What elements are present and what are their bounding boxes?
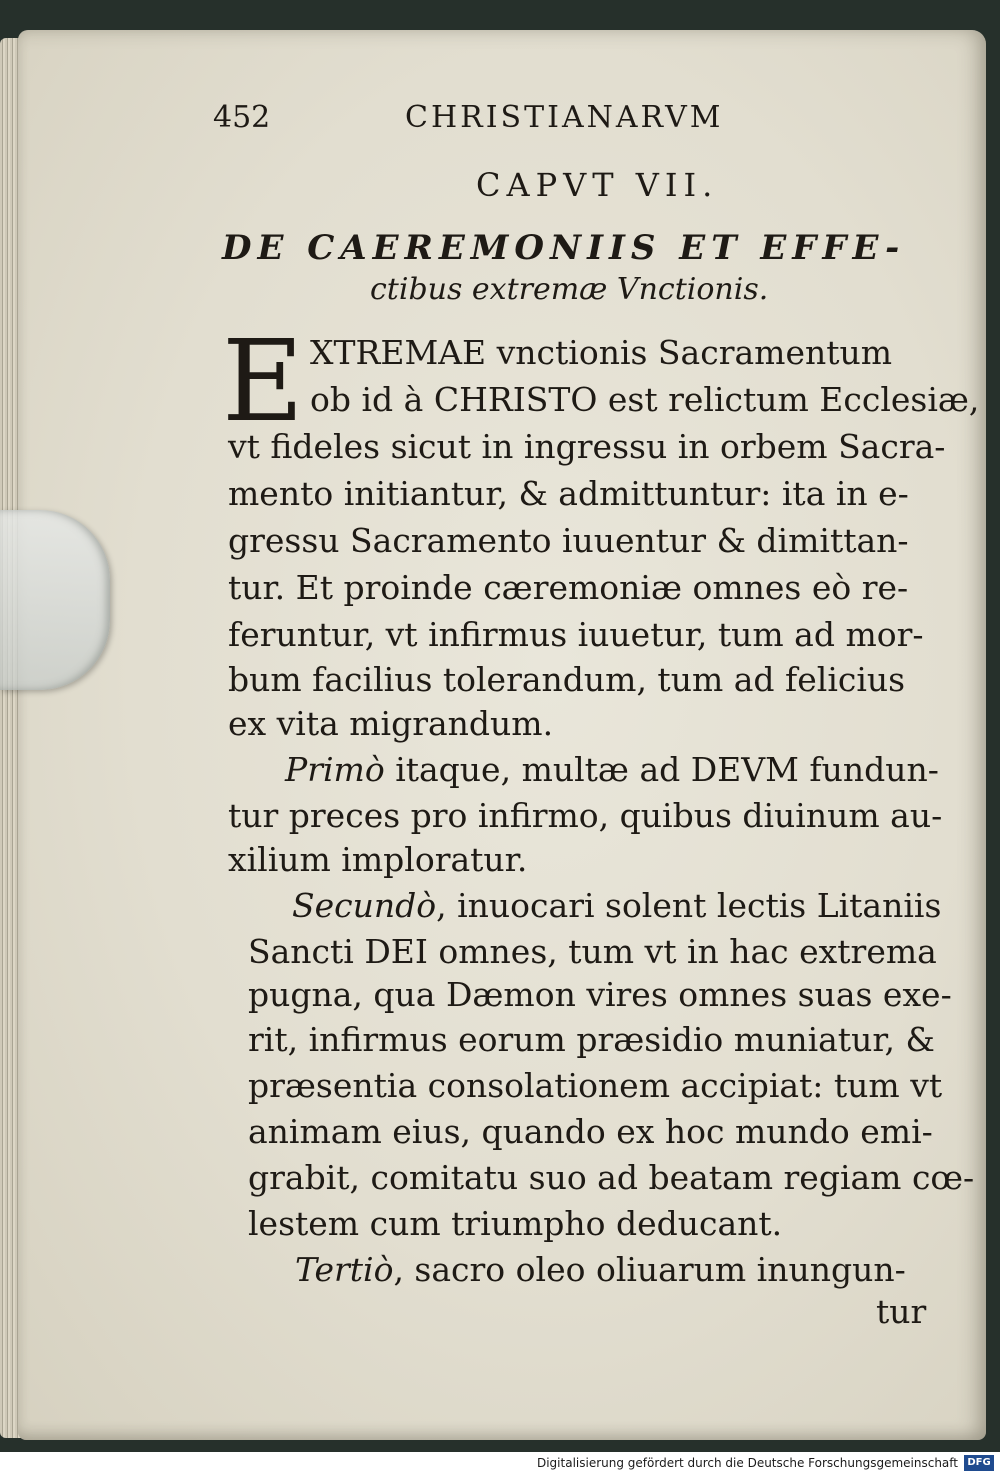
text-line: mento initiantur, & admittuntur: ita in e- — [228, 474, 909, 513]
chapter-heading: CAPVT VII. — [476, 166, 719, 204]
dfg-logo: DFG — [964, 1455, 994, 1471]
text-line: feruntur, vt infirmus iuuetur, tum ad mor- — [228, 615, 924, 654]
text-line: Tertiò, sacro oleo oliuarum inungun- — [295, 1250, 906, 1289]
text-line: Sancti DEI omnes, tum vt in hac extrema — [248, 932, 937, 971]
text-line: tur preces pro infirmo, quibus diuinum au- — [228, 796, 943, 835]
text-line: XTREMAE vnctionis Sacramentum — [310, 333, 893, 372]
text-line: vt fideles sicut in ingressu in orbem Sacra- — [228, 427, 946, 466]
running-title: CHRISTIANARVM — [405, 100, 724, 135]
text-line: lestem cum triumpho deducant. — [248, 1204, 783, 1243]
text-line: xilium imploratur. — [228, 840, 528, 879]
page-number: 452 — [213, 100, 271, 135]
section-heading-line2: ctibus extremæ Vnctionis. — [370, 272, 769, 307]
drop-capital: E — [222, 317, 304, 447]
text-line: rit, infirmus eorum præsidio muniatur, & — [248, 1020, 935, 1059]
text-line: animam eius, quando ex hoc mundo emi- — [248, 1112, 933, 1151]
page-clip — [0, 510, 110, 690]
text-line: ob id à CHRISTO est relictum Ecclesiæ, — [310, 380, 980, 419]
text-line: ex vita migrandum. — [228, 704, 554, 743]
section-heading-line1: DE CAEREMONIIS ET EFFE- — [222, 228, 906, 268]
text-line: Primò itaque, multæ ad DEVM fundun- — [285, 750, 939, 789]
funding-credit: Digitalisierung gefördert durch die Deutsche Forschungsgemeinschaft — [536, 1456, 958, 1470]
text-line: præsentia consolationem accipiat: tum vt — [248, 1066, 943, 1105]
catchword: tur — [876, 1292, 927, 1331]
text-line: pugna, qua Dæmon vires omnes suas exe- — [248, 975, 952, 1014]
footer-bar — [0, 1452, 1000, 1474]
text-line: gressu Sacramento iuuentur & dimittan- — [228, 521, 909, 560]
text-line: bum facilius tolerandum, tum ad felicius — [228, 660, 906, 699]
text-line: tur. Et proinde cæremoniæ omnes eò re- — [228, 568, 909, 607]
text-line: grabit, comitatu suo ad beatam regiam cœ- — [248, 1158, 975, 1197]
text-line: Secundò, inuocari solent lectis Litaniis — [292, 886, 942, 925]
